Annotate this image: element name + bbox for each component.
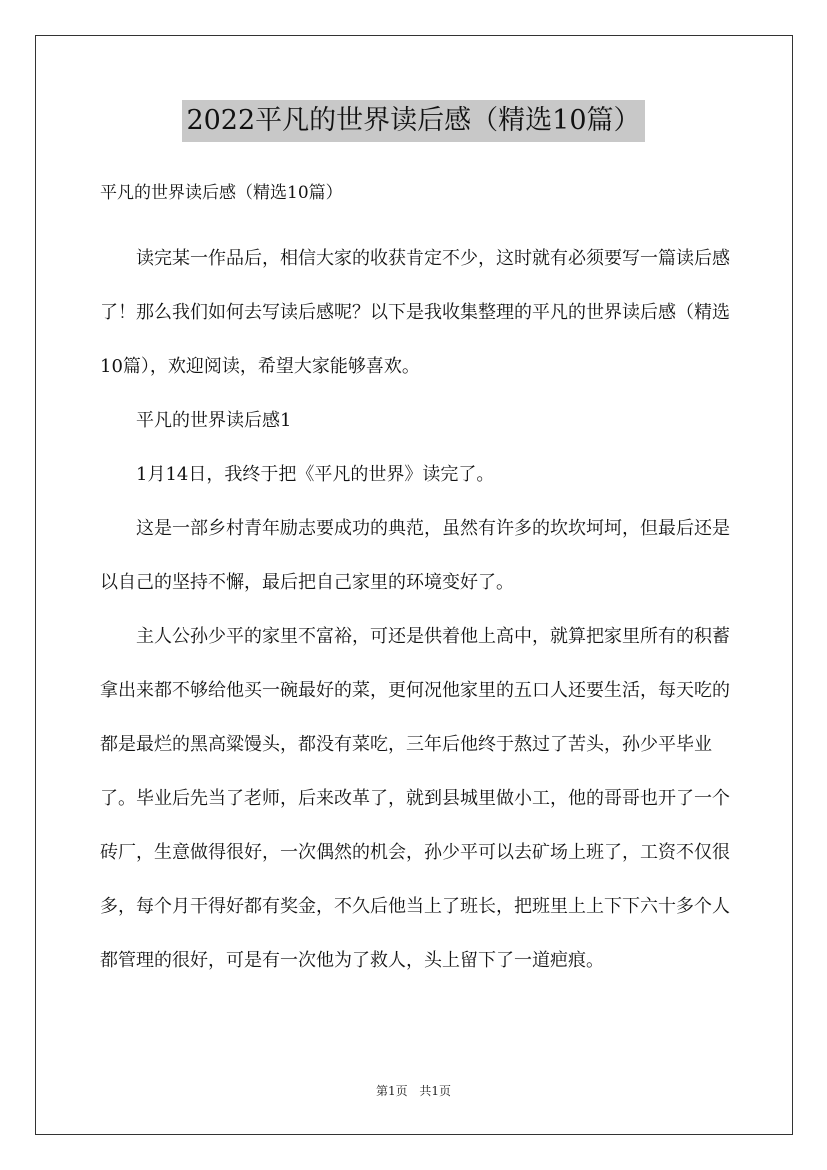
page-total: 共1页: [419, 1084, 452, 1098]
document-subtitle: 平凡的世界读后感（精选10篇）: [100, 183, 343, 203]
document-body: [100, 232, 740, 988]
section-heading: 平凡的世界读后感1: [136, 410, 292, 431]
page-footer: [0, 1082, 827, 1100]
page-number: 第1页: [375, 1084, 408, 1098]
body-paragraph: 这是一部乡村青年励志要成功的典范，虽然有许多的坎坎坷坷，但最后还是以自己的坚持不懈，最后把自己家里的环境变好了。: [100, 518, 730, 593]
intro-paragraph: 读完某一作品后，相信大家的收获肯定不少，这时就有必须要写一篇读后感了！那么我们如何去写读后感呢？以下是我收集整理的平凡的世界读后感（精选10篇），欢迎阅读，希望大家能够喜欢。: [100, 248, 730, 377]
document-title: 2022平凡的世界读后感（精选10篇）: [182, 100, 644, 142]
title-container: [0, 100, 827, 142]
body-paragraph: 主人公孙少平的家里不富裕，可还是供着他上高中，就算把家里所有的积蓄拿出来都不够给他买一碗最好的菜，更何况他家里的五口人还要生活，每天吃的都是最烂的黑高粱馒头，都没有菜吃，三年后他终于熬过了苦头，孙少平毕业了。毕业后先当了老师，后来改革了，就到县城里做小工，他的哥哥也开了一个砖厂，生意做得很好，一次偶然的机会，孙少平可以去矿场上班了，工资不仅很多，每个月干得好都有奖金，不久后他当上了班长，把班里上上下下六十多个人都管理的很好，可是有一次他为了救人，头上留下了一道疤痕。: [100, 626, 730, 971]
body-paragraph: 1月14日，我终于把《平凡的世界》读完了。: [136, 464, 495, 485]
